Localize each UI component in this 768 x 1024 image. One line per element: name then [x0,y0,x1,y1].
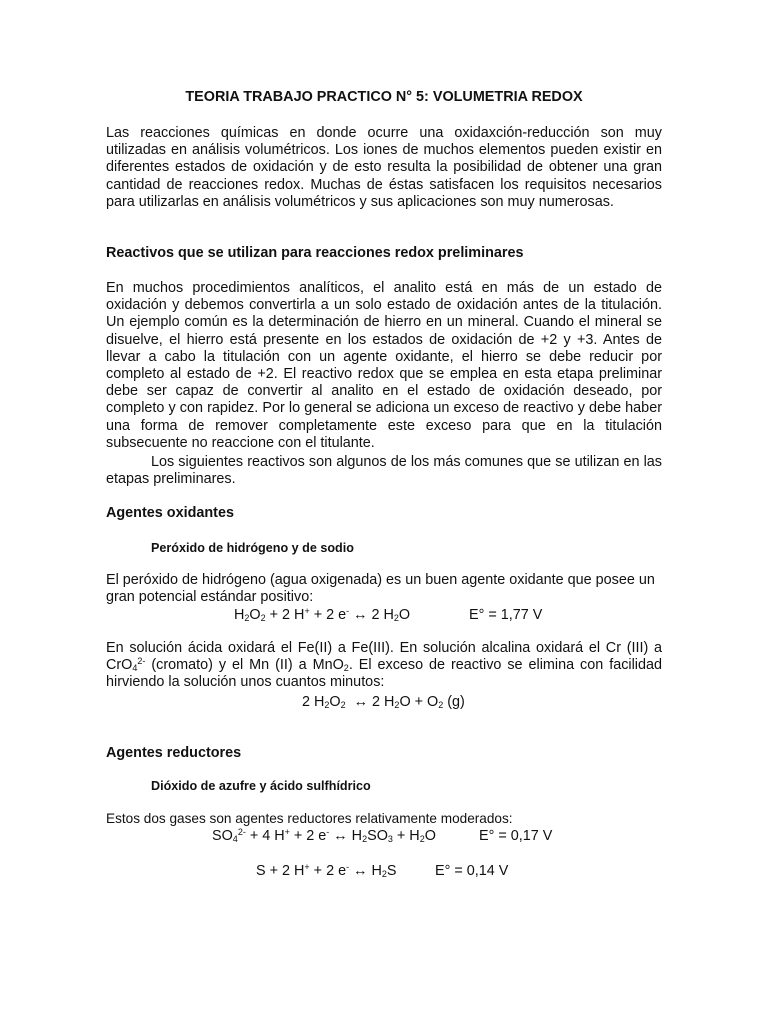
reductores-paragraph: Estos dos gases son agentes reductores relativamente moderados: [106,811,513,826]
peroxido-text-a: En solución ácida oxidará el Fe(II) a Fe(III). En solución alcalina oxidará el Cr (III) a CrO [106,640,662,674]
section-heading-reductores: Agentes reductores [106,745,242,761]
equation-peroxide-potential: E° = 1,77 V [469,607,543,623]
equation-peroxide-decomposition: 2 $H_2O_2$ ↔ 2 $H_2O + O_2$ (g) [302,694,465,710]
section-heading-reactivos: Reactivos que se utilizan para reacciones redox preliminares [106,245,524,261]
peroxido-paragraph-2: En solución ácida oxidará el Fe(II) a Fe(III). En solución alcalina oxidará el Cr (III) a CrO$_4^{2-}$ (cromato) y el Mn (II) a MnO$_2$. El exceso de reactivo se elimina con facilidad hirviendo la solución unos cuantos minutos: [106,640,662,691]
peroxido-text-c: . El exceso de reactivo se elimina con facilidad hirviendo la solución unos cuantos minutos: [106,657,662,691]
equation-sulfur-potential: E° = 0,14 V [435,863,509,879]
peroxido-paragraph: El peróxido de hidrógeno (agua oxigenada) es un buen agente oxidante que posee un gran potencial estándar positivo: [106,572,655,606]
reactivos-paragraph: En muchos procedimientos analíticos, el analito está en más de un estado de oxidación y debemos convertirla a un solo estado de oxidación antes de la titulación. Un ejemplo común es la determinación de hierro en un mineral. Cuando el mineral se disuelve, el hierro está presente en los estados de oxidación de +2 y +3. Antes de llevar a cabo la titulación con un agente oxidante, el hierro se debe reducir por completo al estado de +2. El reactivo redox que se emplea en esta etapa preliminar debe ser capaz de convertir al analito en el estado de oxidación deseado, por completo y con rapidez. Por lo general se adiciona un exceso de reactivo y debe haber una forma de remover completamente este exceso para que en la titulación subsecuente no reaccione con el titulante. [106,280,662,451]
page-title: TEORIA TRABAJO PRACTICO N° 5: VOLUMETRIA REDOX [185,89,583,105]
subheading-peroxido: Peróxido de hidrógeno y de sodio [151,541,354,555]
reactivos-paragraph-2 [106,454,662,488]
equation-sulfate-potential: E° = 0,17 V [479,828,553,844]
equation-sulfur-reduction: S + 2 H+ + 2 e- ↔ $H_2S$ [256,862,397,879]
reactivos-paragraph-2-text: Los siguientes reactivos son algunos de los más comunes que se utilizan en las etapas preliminares. [106,454,662,488]
equation-peroxide-reduction: $H_2O_2 + 2$ H+ + 2 e- ↔ 2 $H_2O$ [234,606,411,623]
subheading-dioxido: Dióxido de azufre y ácido sulfhídrico [151,779,371,793]
intro-paragraph: Las reacciones químicas en donde ocurre una oxidaxción-reducción son muy utilizadas en análisis volumétricos. Los iones de muchos elementos pueden existir en diferentes estados de oxidación y de esto resulta la posibilidad de obtener una gran cantidad de reacciones redox. Muchas de éstas satisfacen los requisitos necesarios para utilizarlas en análisis volumétricos y sus aplicaciones son muy numerosas. [106,125,662,210]
equation-sulfate-reduction: $SO_4^{2-} + 4$ H+ + 2 e- ↔ $H_2SO_3 + H_2O$ [212,827,436,844]
peroxido-text-b: (cromato) y el Mn (II) a MnO [145,657,344,674]
section-heading-oxidantes: Agentes oxidantes [106,505,234,521]
